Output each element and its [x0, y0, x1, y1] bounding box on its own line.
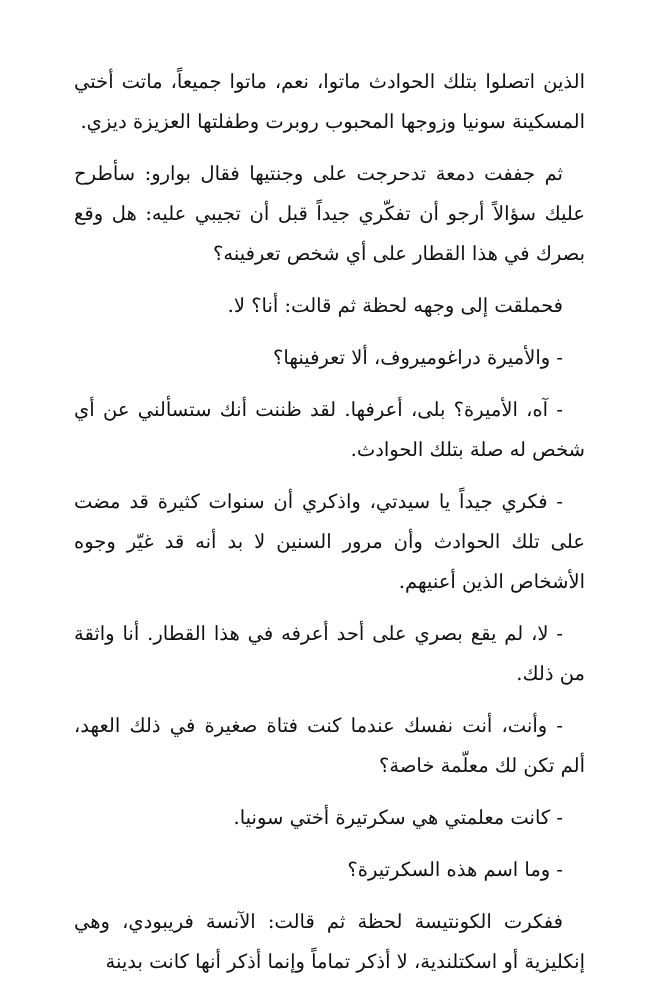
- paragraph-9: - كانت معلمتي هي سكرتيرة أختي سونيا.: [233, 806, 563, 829]
- paragraph-1: الذين اتصلوا بتلك الحوادث ماتوا، نعم، ماتوا جميعاً، ماتت أختي المسكينة سونيا وزوجها المحبوب روبرت وطفلتها العزيزة ديزي.: [74, 70, 585, 133]
- paragraph-4: - والأميرة دراغوميروف، ألا تعرفينها؟: [273, 346, 563, 369]
- book-page: [74, 62, 585, 994]
- paragraph-8: - وأنت، أنت نفسك عندما كنت فتاة صغيرة في ذلك العهد، ألم تكن لك معلّمة خاصة؟: [74, 714, 585, 777]
- paragraph-3: فحملقت إلى وجهه لحظة ثم قالت: أنا؟ لا.: [227, 294, 563, 317]
- paragraph-6: - فكري جيداً يا سيدتي، واذكري أن سنوات كثيرة قد مضت على تلك الحوادث وأن مرور السنين لا بد أنه قد غيّر وجوه الأشخاص الذين أعنيهم.: [74, 490, 585, 593]
- paragraph-5: - آه، الأميرة؟ بلى، أعرفها. لقد ظننت أنك ستسألني عن أي شخص له صلة بتلك الحوادث.: [74, 398, 585, 461]
- paragraph-7: - لا، لم يقع بصري على أحد أعرفه في هذا القطار. أنا واثقة من ذلك.: [74, 622, 585, 685]
- paragraph-11: ففكرت الكونتيسة لحظة ثم قالت: الآنسة فريبودي، وهي إنكليزية أو اسكتلندية، لا أذكر تماماً وإنما أذكر أنها كانت بدينة: [74, 910, 585, 973]
- paragraph-10: - وما اسم هذه السكرتيرة؟: [347, 858, 563, 881]
- paragraph-2: ثم جففت دمعة تدحرجت على وجنتيها فقال بوارو: سأطرح عليك سؤالاً أرجو أن تفكّري جيداً قبل أن تجيبي عليه: هل وقع بصرك في هذا القطار على أي شخص تعرفينه؟: [74, 162, 585, 265]
